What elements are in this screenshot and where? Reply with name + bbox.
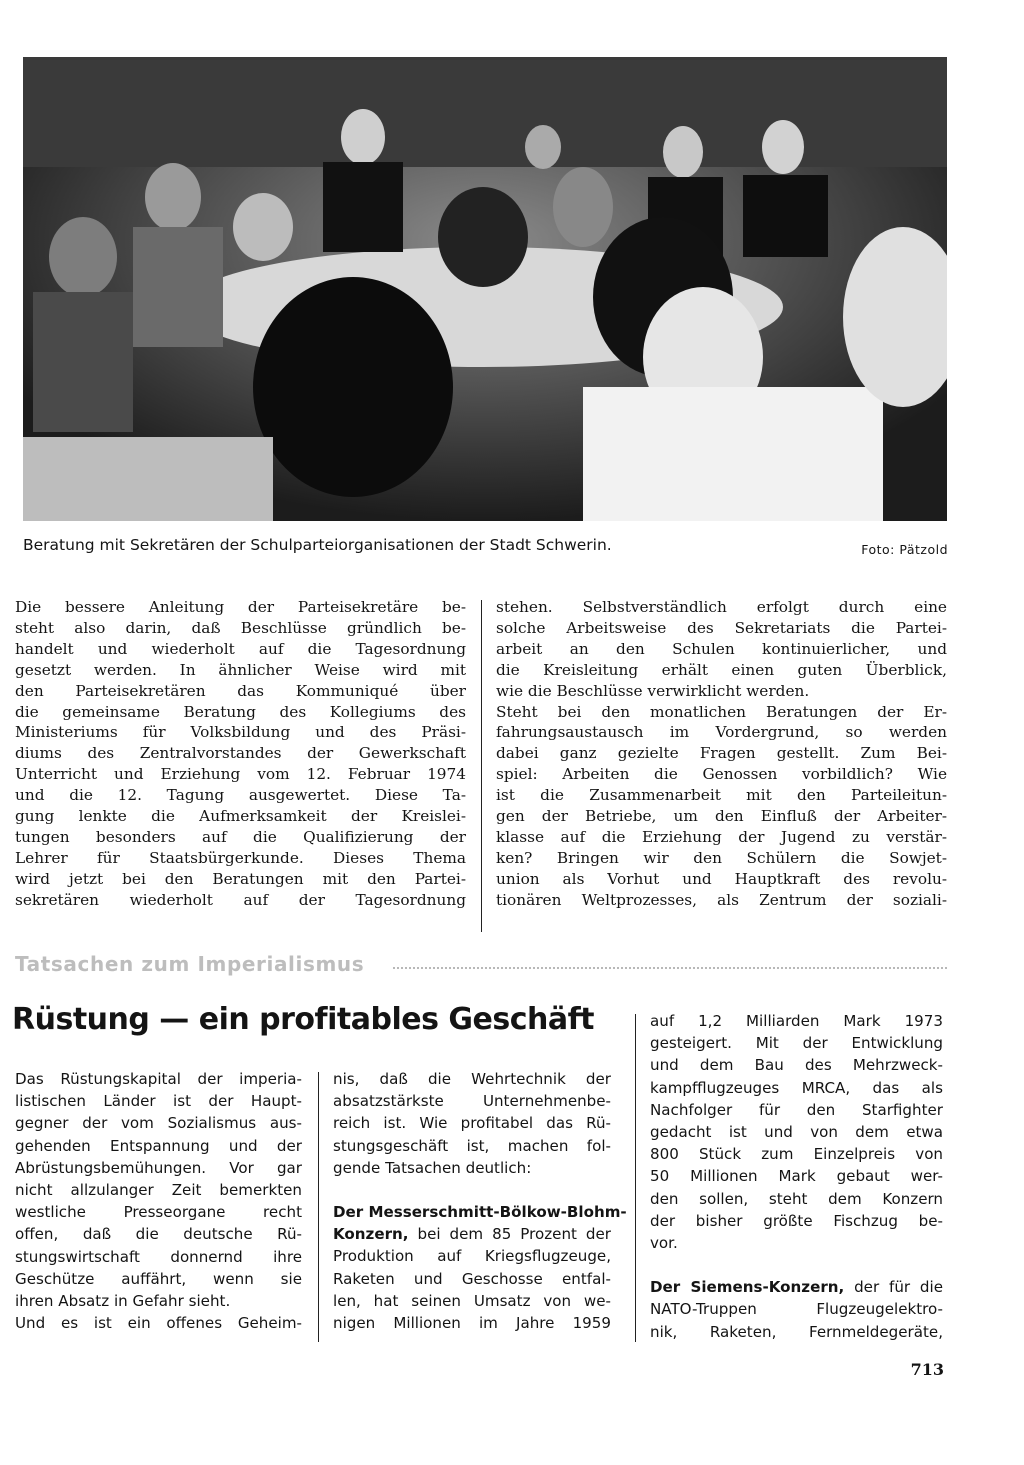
text-line: Steht bei den monatlichen Beratungen der Er- [496,702,947,721]
text-line: stehen. Selbstverständlich erfolgt durch eine [496,598,947,616]
text-line: Abrüstungsbemühungen. Vor gar [15,1158,302,1177]
text-line: gesteigert. Mit der Entwicklung [650,1034,943,1053]
text-line: gehenden Entspannung und der [15,1136,302,1155]
text-line: len, hat seinen Umsatz von we- [333,1291,611,1310]
text-line: auf 1,2 Milliarden Mark 1973 [650,1012,943,1030]
text-line: die Kreisleitung erhält einen guten Überblick, [496,660,947,679]
column-divider [318,1072,319,1342]
text-line: gen der Betriebe, um den Einfluß der Arbeiter- [496,807,947,826]
text-line: nigen Millionen im Jahre 1959 [333,1314,611,1333]
text-line: listischen Länder ist der Haupt- [15,1092,302,1111]
text-line: wird jetzt bei den Beratungen mit den Partei- [15,869,466,888]
text-line: gegner der vom Sozialismus aus- [15,1114,302,1133]
text-line: den sollen, steht dem Konzern [650,1189,943,1208]
text-line: union als Vorhut und Hauptkraft des revolu- [496,869,947,888]
text-line: diums des Zentralvorstandes der Gewerkschaft [15,744,466,763]
text-line: ist die Zusammenarbeit mit den Parteileitun- [496,786,947,805]
text-line: spiel: Arbeiten die Genossen vorbildlich? Wie [496,765,947,784]
text-line: Nachfolger für den Starfighter [650,1100,943,1119]
text-line: Unterricht und Erziehung vom 12. Februar 1974 [15,765,466,784]
text-line: 50 Millionen Mark gebaut wer- [650,1167,943,1186]
text-line: gedacht ist und von dem etwa [650,1123,943,1142]
text-line: stungswirtschaft donnernd ihre [15,1247,302,1266]
text-line: Die bessere Anleitung der Parteisekretäre be- [15,598,466,616]
text-line: die gemeinsame Beratung des Kollegiums des [15,702,466,721]
text-line [333,1223,611,1245]
kicker-dotted-rule [393,967,947,969]
text-line: ihren Absatz in Gefahr sieht. [15,1292,231,1311]
article2-column-2 [333,1068,627,1334]
text-line: Und es ist ein offenes Geheim- [15,1314,302,1333]
section-kicker: Tatsachen zum Imperialismus [15,952,365,976]
meeting-photo [23,57,947,521]
text-line: Ministeriums für Volksbildung und des Präsi- [15,723,466,742]
text-line: und dem Bau des Mehrzweck- [650,1056,943,1075]
column-divider [481,600,482,932]
text-line: reich ist. Wie profitabel das Rü- [333,1114,611,1133]
text-line: offen, daß die deutsche Rü- [15,1225,302,1244]
page-number: 713 [910,1360,944,1379]
text-line: arbeit an den Schulen kontinuierlicher, und [496,639,947,658]
text-line: vor. [650,1234,678,1253]
bold-lead: Der Messerschmitt-Bölkow-Blohm- [333,1203,627,1222]
text-line: und die 12. Tagung ausgewertet. Diese Ta- [15,786,466,805]
text-line: sekretären wiederholt auf der Tagesordnung [15,890,466,909]
article-column-1 [15,597,466,911]
bold-lead-cont: Konzern, [333,1225,409,1244]
column-divider [635,1014,636,1342]
text-line: Geschütze auffährt, wenn sie [15,1269,302,1288]
text-line: Das Rüstungskapital der imperia- [15,1070,302,1088]
text-line: dabei ganz gezielte Fragen gestellt. Zum Bei- [496,744,947,763]
text-line: der bisher größte Fischzug be- [650,1211,943,1230]
text-line [650,1276,943,1298]
text-line: nis, daß die Wehrtechnik der [333,1070,611,1088]
text-line: Raketen und Geschosse entfal- [333,1269,611,1288]
article2-column-1 [15,1068,302,1334]
article-column-2 [496,597,947,911]
article2-column-3 [650,1010,943,1343]
text-line: 800 Stück zum Einzelpreis von [650,1145,943,1164]
text-fragment: der für die [844,1278,943,1297]
text-line: den Parteisekretären das Kommuniqué über [15,681,466,700]
photo-credit: Foto: Pätzold [861,542,948,557]
photo-caption: Beratung mit Sekretären der Schulparteiorganisationen der Stadt Schwerin. [23,536,612,554]
text-line: steht also darin, daß Beschlüsse gründlich be- [15,618,466,637]
text-line: Produktion auf Kriegsflugzeuge, [333,1247,611,1266]
text-line: NATO-Truppen Flugzeugelektro- [650,1300,943,1319]
text-fragment: bei dem 85 Prozent der [408,1225,611,1244]
text-line: tionären Weltprozesses, als Zentrum der soziali- [496,890,947,909]
text-line: gesetzt werden. In ähnlicher Weise wird mit [15,660,466,679]
text-line: gung lenkte die Aufmerksamkeit der Kreislei- [15,807,466,826]
text-line: absatzstärkste Unternehmenbe- [333,1092,611,1111]
photo-illustration [23,57,947,521]
text-line: klasse auf die Erziehung der Jugend zu verstär- [496,827,947,846]
text-line: nik, Raketen, Fernmeldegeräte, [650,1322,943,1341]
article-headline: Rüstung — ein profitables Geschäft [12,1002,594,1037]
text-line: gende Tatsachen deutlich: [333,1158,532,1177]
text-line: Lehrer für Staatsbürgerkunde. Dieses Thema [15,848,466,867]
text-line: fahrungsaustausch im Vordergrund, so werden [496,723,947,742]
text-line: ken? Bringen wir den Schülern die Sowjet- [496,848,947,867]
text-line: nicht allzulanger Zeit bemerkten [15,1181,302,1200]
text-line: solche Arbeitsweise des Sekretariats die Partei- [496,618,947,637]
text-line: wie die Beschlüsse verwirklicht werden. [496,681,810,700]
text-line: stungsgeschäft ist, machen fol- [333,1136,611,1155]
text-line: tungen besonders auf die Qualifizierung der [15,827,466,846]
text-line: westliche Presseorgane recht [15,1203,302,1222]
text-line: handelt und wiederholt auf die Tagesordnung [15,639,466,658]
text-line: kampfflugzeuges MRCA, das als [650,1078,943,1097]
bold-lead: Der Siemens-Konzern, [650,1278,845,1297]
